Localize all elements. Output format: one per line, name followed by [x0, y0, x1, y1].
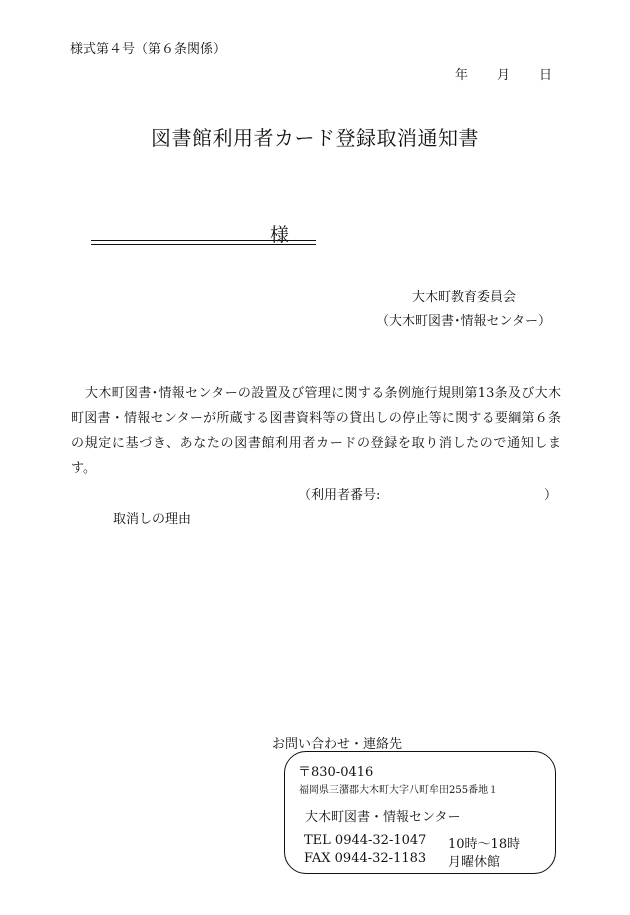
- contact-organization: 大木町図書・情報センター: [305, 810, 461, 825]
- contact-closed-day: 月曜休館: [448, 855, 501, 870]
- contact-telephone: TEL 0944-32-1047: [304, 833, 427, 848]
- contact-fax: FAX 0944-32-1183: [304, 851, 427, 866]
- user-number-label: （利用者番号:: [298, 488, 381, 503]
- notice-paragraph: 大木町図書･情報センターの設置及び管理に関する条例施行規則第13条及び大木町図書・情報センターが所蔵する図書資料等の貸出しの停止等に関する要綱第６条の規定に基づき、あなたの図書館利用者カードの登録を取り消したので通知します。: [71, 386, 561, 476]
- contact-address: 福岡県三潴郡大木町大字八町牟田255番地１: [299, 785, 499, 796]
- date-month-label: 月: [497, 68, 511, 83]
- date-year-label: 年: [455, 68, 469, 83]
- addressee-line: [91, 240, 316, 241]
- addressee-honorific: 様: [270, 224, 290, 246]
- date-day-label: 日: [539, 68, 553, 83]
- addressee-line-double: [91, 244, 316, 245]
- contact-hours: 10時～18時: [448, 837, 521, 852]
- issuer-department: （大木町図書･情報センター）: [376, 314, 551, 329]
- document-title: 図書館利用者カード登録取消通知書: [151, 126, 479, 150]
- contact-label: お問い合わせ・連絡先: [272, 737, 403, 752]
- reason-label: 取消しの理由: [113, 512, 192, 527]
- form-number: 様式第４号（第６条関係）: [70, 42, 227, 57]
- issuer-name: 大木町教育委員会: [412, 290, 517, 305]
- contact-postal-code: 〒830-0416: [298, 765, 374, 780]
- user-number-close: ）: [544, 488, 558, 503]
